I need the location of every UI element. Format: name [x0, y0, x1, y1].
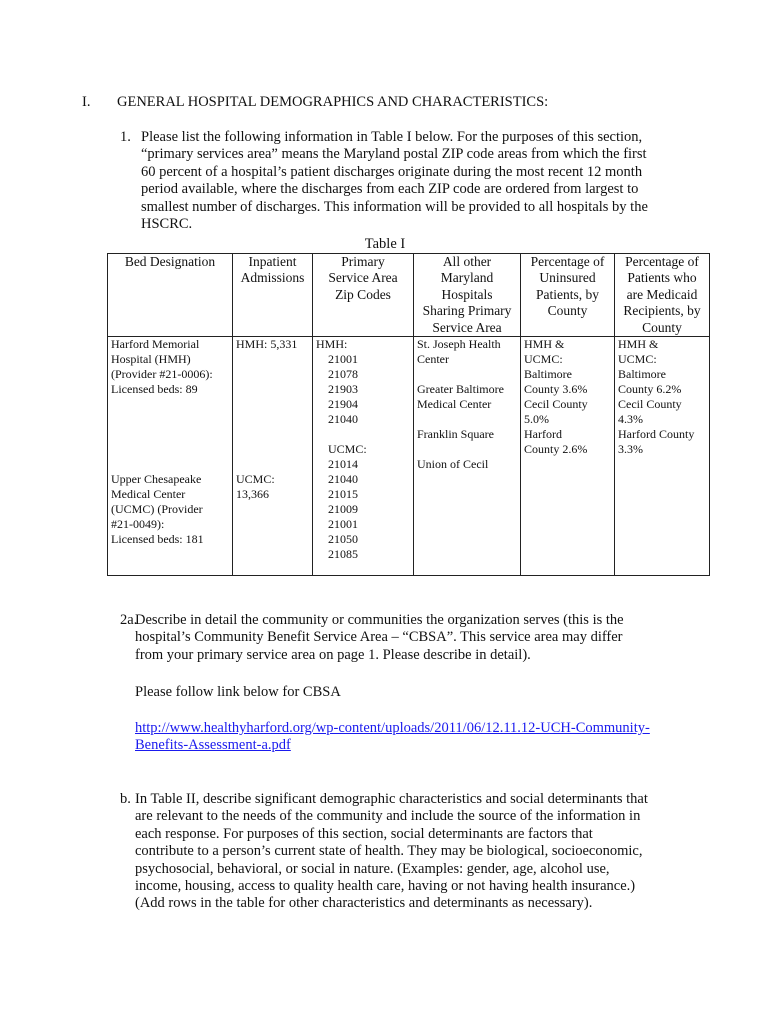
- header-line: Sharing Primary: [422, 303, 512, 319]
- cell-line: Cecil County: [524, 397, 588, 412]
- cell-line: 4.3%: [618, 412, 643, 427]
- question-b-text: [135, 791, 680, 913]
- zip-code: 21078: [328, 367, 358, 382]
- header-line: Bed Designation: [124, 254, 216, 269]
- header-primary-zip-codes: [313, 254, 414, 337]
- cell-line: 5.0%: [524, 412, 549, 427]
- cell-line: Hospital (HMH): [111, 352, 191, 367]
- cell-line: Greater Baltimore: [417, 382, 504, 397]
- q2a-line: hospital’s Community Benefit Service Area – “CBSA”. This service area may differ: [135, 629, 623, 646]
- qb-line: In Table II, describe significant demographic characteristics and social determinants that: [135, 791, 648, 807]
- cell-line: 13,366: [236, 487, 269, 502]
- question-2a-text: [135, 612, 690, 664]
- cell-line: Licensed beds: 89: [111, 382, 198, 397]
- cell-line: St. Joseph Health: [417, 337, 501, 352]
- question-b-number: b.: [120, 791, 131, 807]
- qb-line: psychosocial, behavioral, or social in nature. (Examples: gender, age, alcohol use,: [135, 860, 610, 877]
- cell-medicaid: [615, 337, 710, 576]
- header-line: Uninsured: [539, 270, 596, 286]
- question-1-text: [141, 129, 686, 233]
- q1-line: period available, where the discharges from each ZIP code are ordered from largest to: [141, 181, 639, 198]
- cbsa-link[interactable]: [135, 720, 695, 755]
- cell-line: County 6.2%: [618, 382, 682, 397]
- cell-line: Harford: [524, 427, 562, 442]
- cell-line: HMH &: [618, 337, 659, 352]
- qb-line: contribute to a person’s current state of health. They may be biological, socioeconomic,: [135, 843, 643, 860]
- header-inpatient-admissions: [233, 254, 313, 337]
- cell-line: UCMC:: [618, 352, 657, 367]
- header-line: Percentage of: [530, 254, 605, 269]
- q2a-line: from your primary service area on page 1. Please describe in detail).: [135, 646, 531, 663]
- cell-line: UCMC:: [524, 352, 563, 367]
- header-line: Patients, by: [536, 286, 599, 302]
- cell-admissions: [233, 337, 313, 576]
- q2a-line: Describe in detail the community or communities the organization serves (this is the: [135, 612, 624, 628]
- cell-line: HMH &: [524, 337, 565, 352]
- cell-line: UCMC:: [328, 442, 367, 457]
- q1-line: 60 percent of a hospital’s patient discharges originate during the most recent 12 month: [141, 163, 643, 180]
- header-line: Percentage of: [625, 254, 699, 269]
- header-line: Hospitals: [441, 286, 493, 302]
- header-bed-designation: [108, 254, 233, 337]
- qb-line: income, housing, access to quality health care, having or not having health insurance.): [135, 878, 636, 895]
- qb-line: are relevant to the needs of the community and include the source of the information in: [135, 808, 641, 825]
- cbsa-link-line[interactable]: Benefits-Assessment-a.pdf: [135, 737, 291, 754]
- cell-line: Baltimore: [618, 367, 666, 382]
- zip-code: 21015: [328, 487, 358, 502]
- q1-line: smallest number of discharges. This information will be provided to all hospitals by the: [141, 198, 648, 215]
- cell-uninsured: [521, 337, 615, 576]
- cbsa-instruction: Please follow link below for CBSA: [135, 684, 341, 700]
- cell-line: Medical Center: [111, 487, 186, 502]
- cell-line: (UCMC) (Provider: [111, 502, 203, 517]
- question-1-number: 1.: [120, 129, 131, 145]
- table-header-row: [108, 254, 710, 337]
- qb-line: (Add rows in the table for other characteristics and determinants as necessary).: [135, 895, 593, 912]
- cell-line: Upper Chesapeake: [111, 472, 202, 487]
- header-line: Maryland: [440, 270, 494, 286]
- cell-line: County 3.6%: [524, 382, 588, 397]
- question-2a-number: 2a.: [120, 612, 138, 628]
- header-line: Primary: [341, 254, 385, 269]
- zip-code: 21001: [328, 352, 358, 367]
- zip-code: 21904: [328, 397, 358, 412]
- cell-line: Franklin Square: [417, 427, 494, 442]
- cell-line: 3.3%: [618, 442, 643, 457]
- header-line: Service Area: [328, 270, 398, 286]
- header-line: Admissions: [240, 270, 305, 286]
- header-line: All other: [442, 254, 492, 269]
- cell-line: Harford Memorial: [111, 337, 200, 352]
- header-line: Patients who: [627, 270, 697, 286]
- header-line: Zip Codes: [335, 286, 391, 302]
- cell-line: (Provider #21-0006):: [111, 367, 213, 382]
- zip-code: 21040: [328, 412, 358, 427]
- header-line: are Medicaid: [626, 286, 698, 302]
- header-other-hospitals: [414, 254, 521, 337]
- zip-code: 21085: [328, 547, 358, 562]
- q1-line: “primary services area” means the Maryland postal ZIP code areas from which the first: [141, 146, 647, 163]
- cell-line: Licensed beds: 181: [111, 532, 204, 547]
- cbsa-link-line[interactable]: http://www.healthyharford.org/wp-content/uploads/2011/06/12.11.12-UCH-Community-: [135, 720, 650, 736]
- cell-zip-codes: [313, 337, 414, 576]
- header-line: Inpatient: [248, 254, 297, 269]
- header-line: County: [642, 319, 682, 335]
- table-1: [107, 253, 710, 576]
- header-uninsured: [521, 254, 615, 337]
- cell-line: #21-0049):: [111, 517, 165, 532]
- cell-line: UCMC:: [236, 472, 275, 487]
- zip-code: 21014: [328, 457, 358, 472]
- section-title: GENERAL HOSPITAL DEMOGRAPHICS AND CHARACTERISTICS:: [117, 94, 549, 110]
- zip-code: 21001: [328, 517, 358, 532]
- zip-code: 21040: [328, 472, 358, 487]
- cell-line: Medical Center: [417, 397, 492, 412]
- cell-line: Union of Cecil: [417, 457, 489, 472]
- cell-line: Baltimore: [524, 367, 572, 382]
- header-line: Service Area: [432, 319, 502, 335]
- section-number: I.: [82, 94, 91, 110]
- cell-line: Harford County: [618, 427, 695, 442]
- qb-line: each response. For purposes of this section, social determinants are factors that: [135, 825, 593, 842]
- table-caption: Table I: [364, 236, 406, 252]
- cell-bed-designation: [108, 337, 233, 576]
- cell-line: HMH:: [316, 337, 348, 352]
- zip-code: 21009: [328, 502, 358, 517]
- cell-line: Center: [417, 352, 449, 367]
- zip-code: 21903: [328, 382, 358, 397]
- header-medicaid: [615, 254, 710, 337]
- cell-line: HMH: 5,331: [236, 337, 298, 352]
- header-line: Recipients, by: [623, 303, 701, 319]
- cell-line: County 2.6%: [524, 442, 588, 457]
- cell-line: Cecil County: [618, 397, 682, 412]
- zip-code: 21050: [328, 532, 358, 547]
- cell-other-hospitals: [414, 337, 521, 576]
- q1-line: HSCRC.: [141, 216, 193, 233]
- header-line: County: [547, 303, 588, 319]
- table-row: [108, 337, 710, 576]
- q1-line: Please list the following information in Table I below. For the purposes of this section,: [141, 129, 643, 145]
